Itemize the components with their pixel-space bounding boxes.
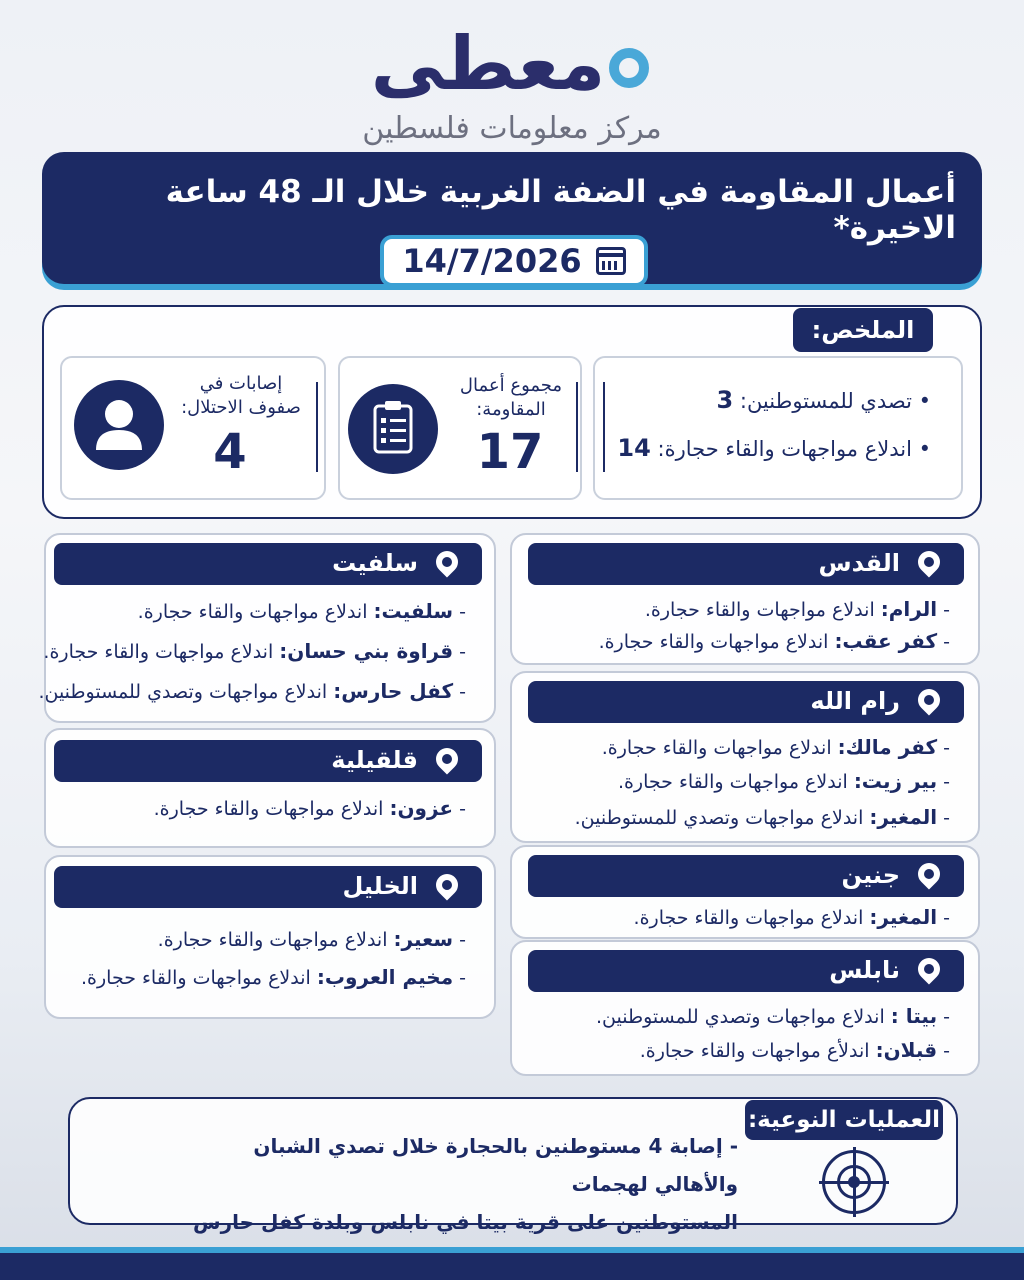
logo-subtitle: مركز معلومات فلسطين bbox=[362, 111, 662, 146]
injuries-box bbox=[60, 356, 326, 500]
item-text: اندلاع مواجهات وتصدي للمستوطنين. bbox=[574, 807, 864, 829]
item-place: كفر عقب: bbox=[834, 629, 938, 653]
region-item: - قراوة بني حسان: اندلاع مواجهات والقاء حجارة. bbox=[43, 639, 466, 663]
region-header bbox=[528, 543, 964, 585]
location-pin-icon bbox=[431, 743, 462, 774]
item-place: بير زيت: bbox=[853, 769, 938, 793]
region-header bbox=[54, 740, 482, 782]
item-text: اندلاع مواجهات والقاء حجارة. bbox=[43, 641, 274, 663]
region-header bbox=[54, 543, 482, 585]
item-text: اندلاع مواجهات وتصدي للمستوطنين. bbox=[596, 1006, 885, 1028]
region-card-salfit bbox=[38, 533, 496, 723]
item-text: اندلاع مواجهات والقاء حجارة. bbox=[137, 601, 368, 623]
item-text: اندلاع مواجهات والقاء حجارة. bbox=[601, 737, 832, 759]
item-place: قبلان: bbox=[875, 1038, 938, 1062]
total-ops-label-line1: مجموع أعمال bbox=[459, 375, 563, 396]
item-place: الرام: bbox=[880, 597, 938, 621]
person-icon bbox=[74, 380, 164, 470]
injuries-label-line2: صفوف الاحتلال: bbox=[181, 397, 301, 418]
summary-tag: الملخص: bbox=[793, 308, 933, 352]
clipboard-icon bbox=[348, 384, 438, 474]
item-place: كفر مالك: bbox=[837, 735, 938, 759]
region-item: - بير زيت: اندلاع مواجهات والقاء حجارة. bbox=[617, 769, 950, 793]
total-ops-label-line2: المقاومة: bbox=[476, 399, 546, 420]
location-pin-icon bbox=[913, 546, 944, 577]
item-text: اندلاع مواجهات والقاء حجارة. bbox=[644, 599, 875, 621]
location-pin-icon bbox=[913, 858, 944, 889]
region-card-hebron bbox=[44, 855, 496, 1019]
summary-line-settlers: • تصدي للمستوطنين: 3 bbox=[716, 386, 931, 414]
injuries-value: 4 bbox=[213, 424, 247, 480]
divider bbox=[603, 382, 605, 472]
region-name: رام الله bbox=[810, 687, 900, 715]
region-name: القدس bbox=[818, 549, 900, 577]
summary-line-label: تصدي للمستوطنين: bbox=[739, 389, 912, 413]
special-ops-line1: - إصابة 4 مستوطنين بالحجارة خلال تصدي الشبان والأهالي لهجمات bbox=[253, 1134, 738, 1196]
region-name: جنين bbox=[841, 861, 900, 889]
footer-bar bbox=[0, 1253, 1024, 1280]
region-header bbox=[528, 681, 964, 723]
region-header bbox=[528, 855, 964, 897]
region-item: - سعير: اندلاع مواجهات والقاء حجارة. bbox=[157, 927, 466, 951]
item-text: اندلاع مواجهات والقاء حجارة. bbox=[153, 798, 384, 820]
location-pin-icon bbox=[913, 953, 944, 984]
region-card-quds bbox=[510, 533, 980, 665]
summary-line-clashes: • اندلاع مواجهات والقاء حجارة: 14 bbox=[617, 434, 931, 462]
location-pin-icon bbox=[913, 684, 944, 715]
item-place: بيتا : bbox=[890, 1004, 938, 1028]
item-text: اندلاع مواجهات والقاء حجارة. bbox=[80, 967, 311, 989]
region-item: - بيتا : اندلاع مواجهات وتصدي للمستوطنين. bbox=[596, 1004, 950, 1028]
page-title: أعمال المقاومة في الضفة الغربية خلال الـ 48 ساعة الاخيرة* bbox=[165, 174, 956, 246]
region-item: - سلفيت: اندلاع مواجهات والقاء حجارة. bbox=[137, 599, 466, 623]
item-place: المغير: bbox=[869, 905, 938, 929]
calendar-icon bbox=[596, 247, 626, 275]
logo-text: معطى bbox=[370, 21, 606, 107]
brand-logo bbox=[0, 18, 1024, 146]
location-pin-icon bbox=[431, 546, 462, 577]
region-name: سلفيت bbox=[332, 549, 418, 577]
region-item: - الرام: اندلاع مواجهات والقاء حجارة. bbox=[644, 597, 950, 621]
logo-wordmark bbox=[0, 18, 1024, 110]
region-item: - كفر عقب: اندلاع مواجهات والقاء حجارة. bbox=[598, 629, 950, 653]
injuries-label bbox=[176, 372, 306, 420]
summary-line-value: 14 bbox=[617, 434, 651, 462]
region-name: نابلس bbox=[829, 956, 900, 984]
region-name: الخليل bbox=[342, 872, 418, 900]
total-ops-box bbox=[338, 356, 582, 500]
region-item: - مخيم العروب: اندلاع مواجهات والقاء حجارة. bbox=[80, 965, 466, 989]
divider bbox=[576, 382, 578, 472]
item-text: اندلاع مواجهات والقاء حجارة. bbox=[598, 631, 829, 653]
item-place: المغير: bbox=[869, 805, 938, 829]
region-item: - المغير: اندلاع مواجهات والقاء حجارة. bbox=[633, 905, 950, 929]
logo-ring-icon bbox=[609, 48, 649, 88]
total-ops-label bbox=[456, 374, 566, 422]
region-card-jenin bbox=[510, 845, 980, 939]
date-badge bbox=[380, 235, 648, 287]
region-name: قلقيلية bbox=[331, 746, 418, 774]
item-place: كفل حارس: bbox=[333, 679, 454, 703]
target-icon bbox=[822, 1150, 886, 1214]
region-item: - كفر مالك: اندلاع مواجهات والقاء حجارة. bbox=[601, 735, 950, 759]
special-ops-tag: العمليات النوعية: bbox=[745, 1100, 943, 1140]
item-text: اندلاع مواجهات والقاء حجارة. bbox=[617, 771, 848, 793]
divider bbox=[316, 382, 318, 472]
region-header bbox=[528, 950, 964, 992]
item-text: اندلاع مواجهات وتصدي للمستوطنين. bbox=[38, 681, 328, 703]
region-item: - كفل حارس: اندلاع مواجهات وتصدي للمستوطنين. bbox=[38, 679, 466, 703]
item-text: اندلاع مواجهات والقاء حجارة. bbox=[157, 929, 388, 951]
summary-line-value: 3 bbox=[716, 386, 734, 414]
item-text: اندلاع مواجهات والقاء حجارة. bbox=[633, 907, 864, 929]
total-ops-value: 17 bbox=[476, 424, 544, 480]
special-ops-line2: المستوطنين على قرية بيتا في نابلس وبلدة كفل حارس bbox=[193, 1210, 738, 1234]
region-card-qalqilya bbox=[44, 728, 496, 848]
date-text: 14/7/2026 bbox=[402, 242, 582, 280]
region-header bbox=[54, 866, 482, 908]
item-text: اندلأع مواجهات والقاء حجارة. bbox=[639, 1040, 870, 1062]
summary-list-box bbox=[593, 356, 963, 500]
region-card-nablus bbox=[510, 940, 980, 1076]
item-place: سلفيت: bbox=[373, 599, 454, 623]
summary-line-label: اندلاع مواجهات والقاء حجارة: bbox=[657, 437, 912, 461]
location-pin-icon bbox=[431, 869, 462, 900]
item-place: سعير: bbox=[393, 927, 454, 951]
region-item: - قبلان: اندلأع مواجهات والقاء حجارة. bbox=[639, 1038, 950, 1062]
region-item: - المغير: اندلاع مواجهات وتصدي للمستوطنين. bbox=[574, 805, 950, 829]
region-item: - عزون: اندلاع مواجهات والقاء حجارة. bbox=[153, 796, 466, 820]
region-card-ramallah bbox=[510, 671, 980, 843]
injuries-label-line1: إصابات في bbox=[199, 373, 283, 394]
item-place: مخيم العروب: bbox=[316, 965, 454, 989]
item-place: عزون: bbox=[389, 796, 454, 820]
item-place: قراوة بني حسان: bbox=[279, 639, 454, 663]
